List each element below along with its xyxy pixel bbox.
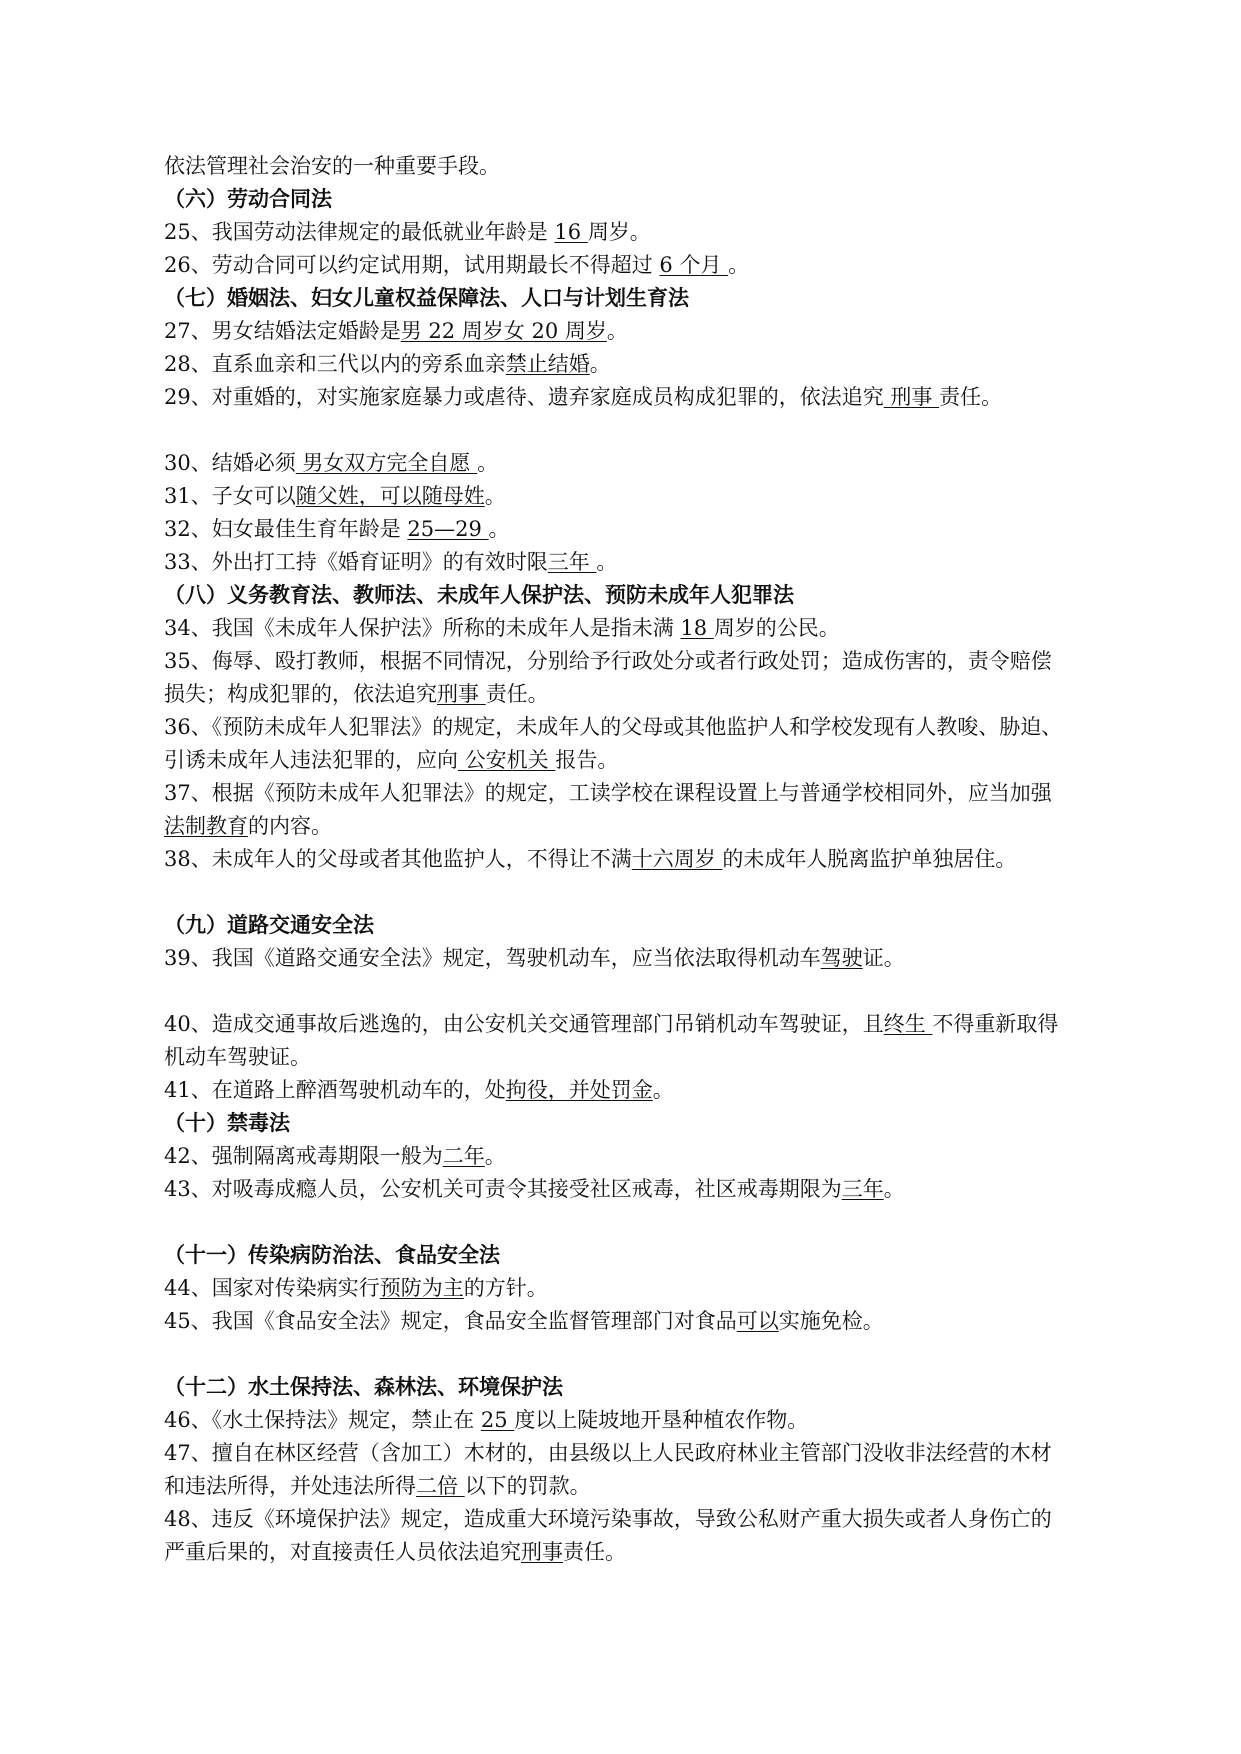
text-segment: （九）道路交通安全法 bbox=[164, 913, 374, 937]
answer-blank: 驾驶 bbox=[820, 946, 863, 970]
text-line bbox=[164, 777, 1094, 810]
text-segment: 。 bbox=[728, 253, 750, 277]
text-segment: 。 bbox=[484, 1144, 506, 1168]
text-segment: 责任。 bbox=[563, 1540, 626, 1564]
answer-blank: 十六周岁 bbox=[631, 847, 723, 871]
section-heading bbox=[164, 183, 1094, 216]
text-line bbox=[164, 480, 1094, 513]
text-segment: 。 bbox=[589, 352, 611, 376]
text-segment: 报告。 bbox=[555, 748, 619, 772]
text-line bbox=[164, 546, 1094, 579]
text-segment: 25、我国劳动法律规定的最低就业年龄是 bbox=[164, 220, 555, 244]
text-segment: （十二）水土保持法、森林法、环境保护法 bbox=[164, 1375, 563, 1399]
text-segment: 35、侮辱、殴打教师，根据不同情况，分别给予行政处分或者行政处罚；造成伤害的，责令赔偿 bbox=[164, 649, 1052, 673]
text-segment: 和违法所得，并处违法所得 bbox=[164, 1474, 416, 1498]
section-heading bbox=[164, 909, 1094, 942]
section-heading bbox=[164, 579, 1094, 612]
section-heading bbox=[164, 1371, 1094, 1404]
text-segment: 的未成年人脱离监护单独居住。 bbox=[722, 847, 1017, 871]
text-line bbox=[164, 1503, 1094, 1536]
answer-blank: 25 bbox=[480, 1408, 515, 1432]
answer-blank: 刑事 bbox=[521, 1540, 563, 1564]
text-segment: 31、子女可以 bbox=[164, 484, 296, 508]
text-line bbox=[164, 1470, 1094, 1503]
text-segment: 32、妇女最佳生育年龄是 bbox=[164, 517, 408, 541]
text-segment: 责任。 bbox=[939, 385, 1003, 409]
answer-blank: 随父姓，可以随母姓 bbox=[295, 484, 485, 508]
text-segment: 。 bbox=[883, 1177, 905, 1201]
text-segment: 30、结婚必须 bbox=[164, 451, 296, 475]
text-line bbox=[164, 1305, 1094, 1338]
text-line bbox=[164, 381, 1094, 414]
answer-blank: 18 bbox=[680, 616, 714, 640]
answer-blank: 拘役，并处罚金 bbox=[505, 1078, 653, 1102]
section-heading bbox=[164, 1107, 1094, 1140]
section-heading bbox=[164, 282, 1094, 315]
answer-blank: 25—29 bbox=[407, 517, 489, 541]
blank-line bbox=[164, 1338, 1094, 1371]
text-line bbox=[164, 513, 1094, 546]
blank-line bbox=[164, 876, 1094, 909]
answer-blank: 16 bbox=[554, 220, 588, 244]
text-line bbox=[164, 348, 1094, 381]
text-line bbox=[164, 249, 1094, 282]
answer-blank: 二年 bbox=[442, 1144, 485, 1168]
text-segment: 责任。 bbox=[485, 682, 549, 706]
text-line bbox=[164, 810, 1094, 843]
answer-blank: 三年 bbox=[547, 550, 597, 574]
text-line bbox=[164, 1074, 1094, 1107]
text-line bbox=[164, 711, 1094, 744]
answer-blank: 6 个月 bbox=[659, 253, 729, 277]
blank-line bbox=[164, 975, 1094, 1008]
text-segment: 周岁的公民。 bbox=[713, 616, 840, 640]
text-line bbox=[164, 315, 1094, 348]
text-segment: 43、对吸毒成瘾人员，公安机关可责令其接受社区戒毒，社区戒毒期限为 bbox=[164, 1177, 842, 1201]
text-segment: （八）义务教育法、教师法、未成年人保护法、预防未成年人犯罪法 bbox=[164, 583, 794, 607]
text-line bbox=[164, 1140, 1094, 1173]
answer-blank: 二倍 bbox=[416, 1474, 465, 1498]
text-segment: 以下的罚款。 bbox=[464, 1474, 591, 1498]
answer-blank: 刑事 bbox=[883, 385, 940, 409]
text-line bbox=[164, 1404, 1094, 1437]
text-segment: 的方针。 bbox=[463, 1276, 548, 1300]
text-segment: （七）婚姻法、妇女儿童权益保障法、人口与计划生育法 bbox=[164, 286, 689, 310]
answer-blank: 禁止结婚 bbox=[505, 352, 590, 376]
text-segment: 不得重新取得 bbox=[932, 1012, 1059, 1036]
text-segment: （十一）传染病防治法、食品安全法 bbox=[164, 1243, 500, 1267]
document-body bbox=[164, 150, 1094, 1569]
text-segment: 证。 bbox=[862, 946, 905, 970]
text-line bbox=[164, 678, 1094, 711]
answer-blank: 可以 bbox=[736, 1309, 779, 1333]
blank-line bbox=[164, 1206, 1094, 1239]
answer-blank: 终生 bbox=[883, 1012, 933, 1036]
text-segment: 28、直系血亲和三代以内的旁系血亲 bbox=[164, 352, 506, 376]
text-line bbox=[164, 645, 1094, 678]
text-segment: 36、《预防未成年人犯罪法》的规定，未成年人的父母或其他监护人和学校发现有人教唆、胁迫、 bbox=[164, 715, 1063, 739]
answer-blank: 法制教育 bbox=[164, 814, 248, 838]
text-segment: 33、外出打工持《婚育证明》的有效时限 bbox=[164, 550, 548, 574]
text-segment: 34、我国《未成年人保护法》所称的未成年人是指未满 bbox=[164, 616, 681, 640]
text-segment: 机动车驾驶证。 bbox=[164, 1045, 311, 1069]
text-segment: 29、对重婚的，对实施家庭暴力或虐待、遗弃家庭成员构成犯罪的，依法追究 bbox=[164, 385, 884, 409]
text-segment: 。 bbox=[477, 451, 499, 475]
answer-blank: 刑事 bbox=[437, 682, 486, 706]
text-segment: 。 bbox=[596, 550, 618, 574]
text-line bbox=[164, 216, 1094, 249]
text-line bbox=[164, 1173, 1094, 1206]
text-segment: 的内容。 bbox=[248, 814, 332, 838]
answer-blank: 公安机关 bbox=[458, 748, 556, 772]
text-segment: （六）劳动合同法 bbox=[164, 187, 332, 211]
text-segment: （十）禁毒法 bbox=[164, 1111, 290, 1135]
text-segment: 实施免检。 bbox=[778, 1309, 884, 1333]
text-segment: 46、《水土保持法》规定，禁止在 bbox=[164, 1408, 481, 1432]
text-segment: 40、造成交通事故后逃逸的，由公安机关交通管理部门吊销机动车驾驶证，且 bbox=[164, 1012, 884, 1036]
text-segment: 37、根据《预防未成年人犯罪法》的规定，工读学校在课程设置上与普通学校相同外，应当加强 bbox=[164, 781, 1052, 805]
text-segment: 。 bbox=[606, 319, 628, 343]
text-segment: 严重后果的，对直接责任人员依法追究 bbox=[164, 1540, 521, 1564]
answer-blank: 预防为主 bbox=[379, 1276, 464, 1300]
text-segment: 44、国家对传染病实行 bbox=[164, 1276, 380, 1300]
blank-line bbox=[164, 414, 1094, 447]
section-heading bbox=[164, 1239, 1094, 1272]
text-line bbox=[164, 1437, 1094, 1470]
text-line bbox=[164, 447, 1094, 480]
text-segment: 。 bbox=[652, 1078, 674, 1102]
text-line bbox=[164, 1272, 1094, 1305]
text-line bbox=[164, 942, 1094, 975]
text-line bbox=[164, 744, 1094, 777]
text-line bbox=[164, 150, 1094, 183]
text-line bbox=[164, 1536, 1094, 1569]
text-segment: 周岁。 bbox=[587, 220, 651, 244]
text-segment: 。 bbox=[484, 484, 506, 508]
text-segment: 依法管理社会治安的一种重要手段。 bbox=[164, 154, 500, 178]
text-segment: 45、我国《食品安全法》规定，食品安全监督管理部门对食品 bbox=[164, 1309, 737, 1333]
text-segment: 损失；构成犯罪的，依法追究 bbox=[164, 682, 437, 706]
text-segment: 度以上陡坡地开垦种植农作物。 bbox=[514, 1408, 809, 1432]
text-segment: 47、擅自在林区经营（含加工）木材的，由县级以上人民政府林业主管部门没收非法经营的木材 bbox=[164, 1441, 1052, 1465]
text-segment: 38、未成年人的父母或者其他监护人，不得让不满 bbox=[164, 847, 632, 871]
text-segment: 42、强制隔离戒毒期限一般为 bbox=[164, 1144, 443, 1168]
text-segment: 41、在道路上醉酒驾驶机动车的，处 bbox=[164, 1078, 506, 1102]
text-line bbox=[164, 1041, 1094, 1074]
text-segment: 26、劳动合同可以约定试用期，试用期最长不得超过 bbox=[164, 253, 660, 277]
text-segment: 39、我国《道路交通安全法》规定，驾驶机动车，应当依法取得机动车 bbox=[164, 946, 821, 970]
text-segment: 27、男女结婚法定婚龄是 bbox=[164, 319, 401, 343]
answer-blank: 男女双方完全自愿 bbox=[295, 451, 478, 475]
text-segment: 。 bbox=[488, 517, 510, 541]
text-segment: 48、违反《环境保护法》规定，造成重大环境污染事故，导致公私财产重大损失或者人身伤亡的 bbox=[164, 1507, 1052, 1531]
text-line bbox=[164, 843, 1094, 876]
text-line bbox=[164, 1008, 1094, 1041]
answer-blank: 男 22 周岁女 20 周岁 bbox=[400, 319, 607, 343]
answer-blank: 三年 bbox=[841, 1177, 884, 1201]
text-line bbox=[164, 612, 1094, 645]
text-segment: 引诱未成年人违法犯罪的，应向 bbox=[164, 748, 458, 772]
